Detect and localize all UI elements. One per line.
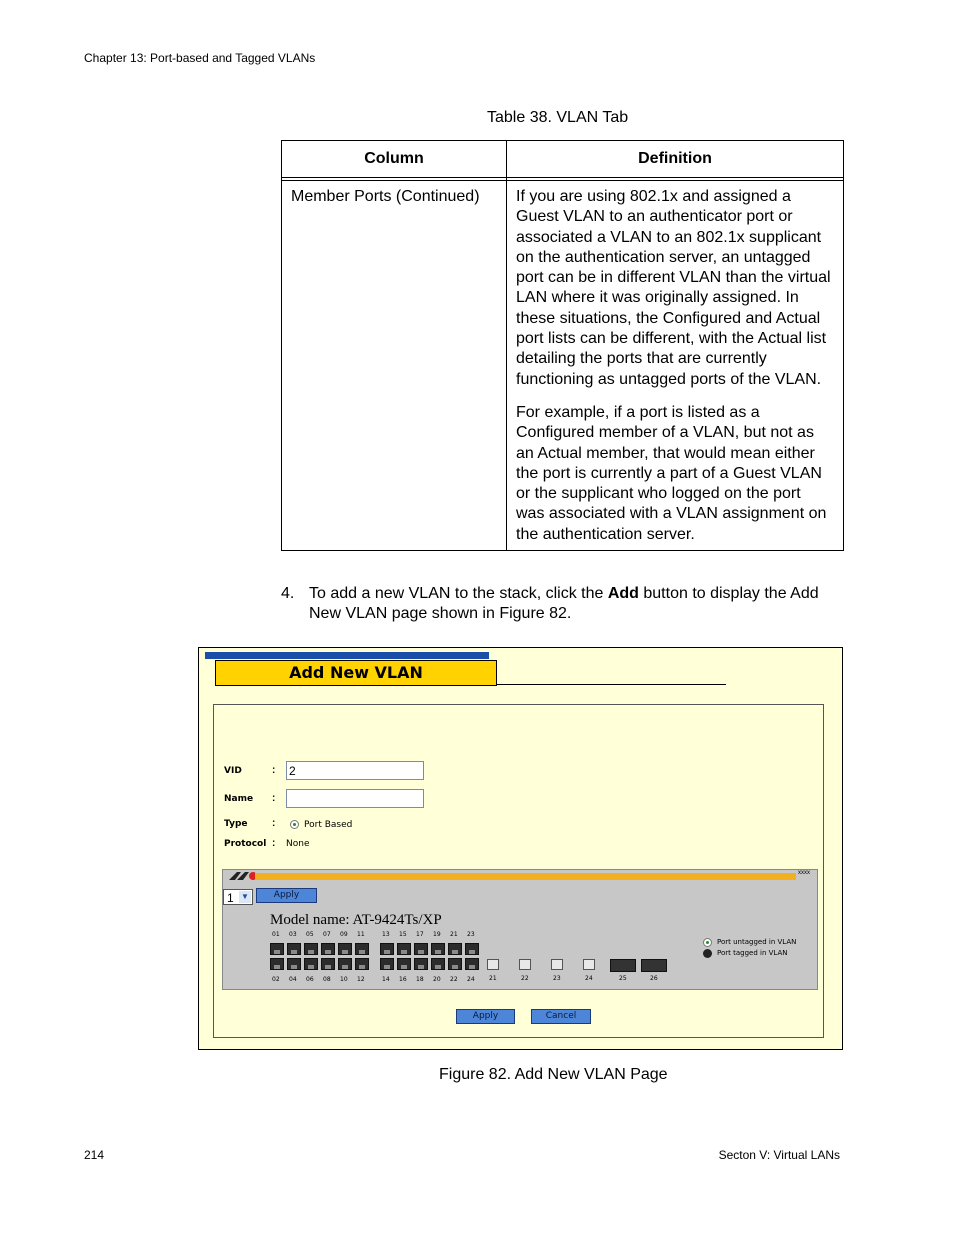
- port-19[interactable]: [431, 943, 445, 955]
- port-03[interactable]: [287, 943, 301, 955]
- port-number-label: 15: [399, 931, 407, 938]
- port-number-label: 20: [433, 976, 441, 983]
- port-number-label: 24: [467, 976, 475, 983]
- port-number-label: 06: [306, 976, 314, 983]
- definition-cell: [507, 181, 844, 551]
- vid-label: VID: [224, 766, 242, 776]
- port-09[interactable]: [338, 943, 352, 955]
- apply-button[interactable]: Apply: [456, 1009, 515, 1024]
- port-20[interactable]: [431, 958, 445, 970]
- sfp-port-23[interactable]: [551, 959, 563, 970]
- title-rule: [496, 684, 726, 685]
- port-number-label: 23: [467, 931, 475, 938]
- port-21[interactable]: [448, 943, 462, 955]
- add-new-vlan-figure: [198, 647, 843, 1050]
- port-number-label: 22: [521, 975, 529, 982]
- switch-apply-button[interactable]: Apply: [256, 888, 317, 903]
- port-10[interactable]: [338, 958, 352, 970]
- port-15[interactable]: [397, 943, 411, 955]
- step-text-part: button to display the Add New VLAN page shown in Figure 82.: [309, 585, 819, 623]
- port-22[interactable]: [448, 958, 462, 970]
- port-number-label: 16: [399, 976, 407, 983]
- port-number-label: 01: [272, 931, 280, 938]
- port-number-label: 05: [306, 931, 314, 938]
- definition-header: Definition: [507, 141, 844, 178]
- port-number-label: 09: [340, 931, 348, 938]
- port-number-label: 10: [340, 976, 348, 983]
- port-number-label: 11: [357, 931, 365, 938]
- page-number: 214: [84, 1148, 105, 1162]
- port-number-label: 04: [289, 976, 297, 983]
- step-number: 4.: [281, 585, 295, 602]
- type-value: Port Based: [304, 820, 353, 830]
- switch-status-bar: [255, 873, 796, 880]
- port-number-label: 18: [416, 976, 424, 983]
- figure-caption: Figure 82. Add New VLAN Page: [439, 1066, 668, 1083]
- sfp-port-21[interactable]: [487, 959, 499, 970]
- port-number-label: 07: [323, 931, 331, 938]
- cancel-button[interactable]: Cancel: [531, 1009, 591, 1024]
- form-panel: [213, 704, 824, 1038]
- port-number-label: 14: [382, 976, 390, 983]
- xfp-port-26[interactable]: [641, 959, 667, 972]
- port-number-label: 25: [619, 975, 627, 982]
- legend-untagged: Port untagged in VLAN: [717, 938, 797, 946]
- sfp-port-24[interactable]: [583, 959, 595, 970]
- port-number-label: 21: [489, 975, 497, 982]
- port-number-label: 21: [450, 931, 458, 938]
- port-number-label: 02: [272, 976, 280, 983]
- port-13[interactable]: [380, 943, 394, 955]
- step-text-part: To add a new VLAN to the stack, click the: [309, 585, 608, 602]
- untagged-legend-icon: [703, 938, 712, 947]
- type-label: Type: [224, 819, 248, 829]
- port-14[interactable]: [380, 958, 394, 970]
- switch-panel: [222, 869, 818, 990]
- port-17[interactable]: [414, 943, 428, 955]
- port-number-label: 17: [416, 931, 424, 938]
- table-row: [282, 181, 844, 551]
- port-11[interactable]: [355, 943, 369, 955]
- port-07[interactable]: [321, 943, 335, 955]
- port-number-label: 03: [289, 931, 297, 938]
- vid-colon: :: [272, 765, 276, 776]
- vlan-tab-table: [281, 140, 844, 551]
- port-24[interactable]: [465, 958, 479, 970]
- unit-select-value: 1: [227, 891, 234, 905]
- port-number-label: 19: [433, 931, 441, 938]
- model-name: Model name: AT-9424Ts/XP: [270, 912, 442, 928]
- sfp-port-22[interactable]: [519, 959, 531, 970]
- column-header: Column: [282, 141, 507, 178]
- section-footer: Secton V: Virtual LANs: [718, 1148, 840, 1162]
- protocol-label: Protocol: [224, 839, 267, 849]
- type-colon: :: [272, 818, 276, 829]
- protocol-colon: :: [272, 838, 276, 849]
- port-08[interactable]: [321, 958, 335, 970]
- port-02[interactable]: [270, 958, 284, 970]
- legend-tagged: Port tagged in VLAN: [717, 949, 788, 957]
- vid-input[interactable]: 2: [286, 761, 424, 780]
- port-12[interactable]: [355, 958, 369, 970]
- port-based-radio[interactable]: [290, 820, 299, 829]
- port-number-label: 12: [357, 976, 365, 983]
- port-18[interactable]: [414, 958, 428, 970]
- name-input[interactable]: [286, 789, 424, 808]
- step-text: [309, 584, 839, 625]
- port-number-label: 22: [450, 976, 458, 983]
- page-title: Add New VLAN: [215, 660, 497, 686]
- unit-select[interactable]: [223, 889, 253, 905]
- port-number-label: 23: [553, 975, 561, 982]
- port-number-label: 13: [382, 931, 390, 938]
- port-16[interactable]: [397, 958, 411, 970]
- port-number-label: 08: [323, 976, 331, 983]
- name-label: Name: [224, 794, 254, 804]
- column-cell: Member Ports (Continued): [282, 181, 507, 551]
- definition-paragraph: If you are using 802.1x and assigned a Guest VLAN to an authenticator port or associated a VLAN to an 802.1x supplicant on the authentication server, an untagged port can be in different VLAN than the virtual LAN where it was originally assigned. In these situations, the Configured and Actual port lists can be different, with the Actual list detailing the ports that are currently functioning as untagged ports of the VLAN.: [516, 188, 831, 388]
- port-number-label: 26: [650, 975, 658, 982]
- port-number-label: 24: [585, 975, 593, 982]
- corner-text: xxxx: [798, 870, 810, 876]
- port-06[interactable]: [304, 958, 318, 970]
- protocol-value: None: [286, 839, 310, 849]
- definition-paragraph: For example, if a port is listed as a Configured member of a VLAN, but not as an Actual member, that would mean either the port is currently a part of a Guest VLAN or the supplicant who logged on the port was associated with a VLAN assignment on the authentication server.: [516, 403, 827, 543]
- port-23[interactable]: [465, 943, 479, 955]
- table-caption: Table 38. VLAN Tab: [487, 109, 629, 126]
- vendor-logo-icon: [227, 871, 257, 881]
- chapter-header: Chapter 13: Port-based and Tagged VLANs: [84, 51, 316, 65]
- title-tab: [205, 652, 489, 659]
- name-colon: :: [272, 793, 276, 804]
- port-04[interactable]: [287, 958, 301, 970]
- port-01[interactable]: [270, 943, 284, 955]
- port-05[interactable]: [304, 943, 318, 955]
- tagged-legend-icon: [703, 949, 712, 958]
- step-text-bold: Add: [607, 585, 639, 602]
- xfp-port-25[interactable]: [610, 959, 636, 972]
- chevron-down-icon: ▼: [239, 891, 251, 903]
